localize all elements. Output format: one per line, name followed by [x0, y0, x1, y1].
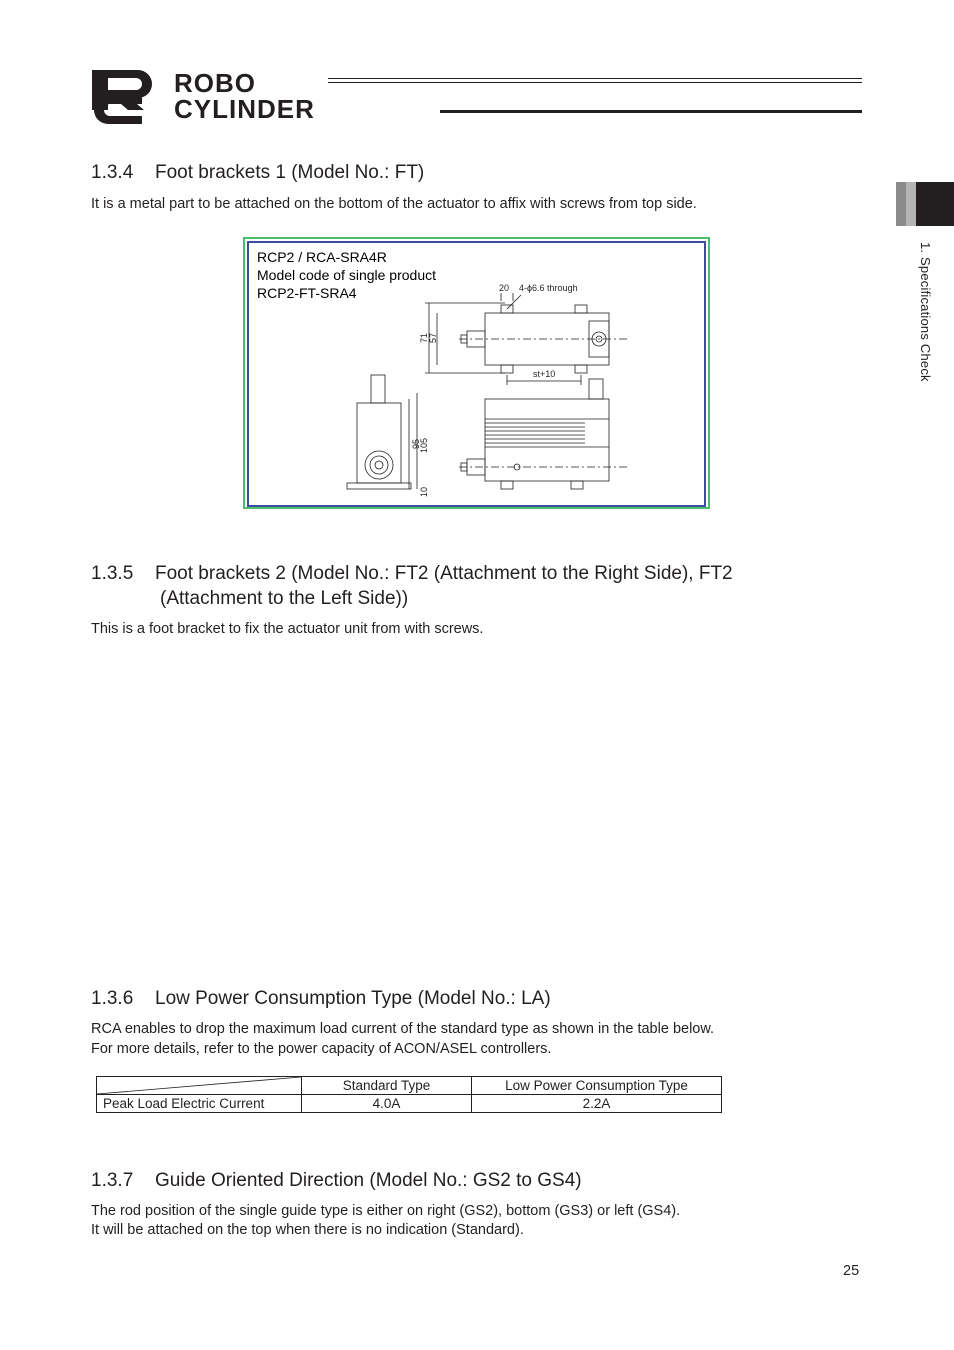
svg-text:71: 71: [419, 332, 429, 343]
section-title-1-3-4: [91, 161, 424, 185]
robo-cylinder-logo: [88, 64, 438, 126]
section-title-text: Foot brackets 2 (Model No.: FT2 (Attachment to the Right Side), FT2: [155, 563, 733, 584]
svg-text:ROBO: ROBO: [174, 68, 256, 98]
side-tab-stripe: [896, 182, 906, 226]
section-number: 1.3.7: [91, 1170, 134, 1191]
figure-model: RCP2 / RCA-SRA4R: [257, 249, 387, 265]
section-title-1-3-7: [91, 1169, 582, 1193]
svg-text:20: 20: [499, 283, 510, 293]
table-cell: 2.2A: [472, 1095, 722, 1113]
page-number: 25: [843, 1263, 860, 1279]
section-body-1-3-5: This is a foot bracket to fix the actuator unit from with screws.: [91, 621, 484, 637]
table-cell: Peak Load Electric Current: [97, 1095, 302, 1113]
svg-text:10: 10: [419, 486, 429, 497]
svg-text:st+10: st+10: [533, 369, 556, 379]
section-title-text: Low Power Consumption Type (Model No.: LA): [155, 988, 551, 1009]
section-title-1-3-6: [91, 987, 551, 1011]
header-rule-top: [328, 78, 862, 79]
section-number: 1.3.5: [91, 563, 134, 584]
section-body-1-3-7-line1: The rod position of the single guide type is either on right (GS2), bottom (GS3) or left (GS4).: [91, 1203, 681, 1219]
side-tab-block: [916, 182, 954, 226]
foot-bracket-drawing: [249, 243, 704, 505]
section-body-1-3-6-line1: RCA enables to drop the maximum load current of the standard type as shown in the table below.: [91, 1021, 715, 1037]
svg-text:57: 57: [428, 332, 438, 343]
section-body-1-3-7-line2: It will be attached on the top when there is no indication (Standard).: [91, 1222, 524, 1238]
svg-text:105: 105: [419, 437, 429, 453]
section-body-1-3-4: It is a metal part to be attached on the bottom of the actuator to affix with screws from top side.: [91, 196, 697, 212]
section-title-1-3-5: [91, 562, 733, 586]
foot-bracket-figure: [243, 237, 710, 509]
section-body-1-3-6-line2: For more details, refer to the power capacity of ACON/ASEL controllers.: [91, 1041, 552, 1057]
section-title-text: Guide Oriented Direction (Model No.: GS2 to GS4): [155, 1170, 582, 1191]
power-consumption-table: [96, 1076, 722, 1113]
header-rule-top-2: [328, 82, 862, 83]
side-tab-stripe: [906, 182, 916, 226]
section-title-1-3-5-cont: (Attachment to the Left Side)): [160, 588, 409, 609]
section-number: 1.3.4: [91, 162, 134, 183]
svg-text:CYLINDER: CYLINDER: [174, 94, 315, 124]
section-number: 1.3.6: [91, 988, 134, 1009]
side-tab-label: 1. Specifications Check: [918, 242, 933, 382]
table-row: [97, 1095, 722, 1113]
table-corner-cell: [97, 1077, 302, 1095]
section-title-text: Foot brackets 1 (Model No.: FT): [155, 162, 425, 183]
svg-text:4-ϕ6.6 through: 4-ϕ6.6 through: [519, 283, 578, 293]
table-cell: 4.0A: [302, 1095, 472, 1113]
figure-code-value: RCP2-FT-SRA4: [257, 285, 357, 301]
table-header-row: [97, 1077, 722, 1095]
figure-code-label: Model code of single product: [257, 267, 436, 283]
figure-frame: [247, 241, 706, 507]
svg-text:95: 95: [411, 438, 421, 449]
table-header-cell: Low Power Consumption Type: [472, 1077, 722, 1095]
table-header-cell: Standard Type: [302, 1077, 472, 1095]
header-rule-bottom: [440, 110, 862, 113]
